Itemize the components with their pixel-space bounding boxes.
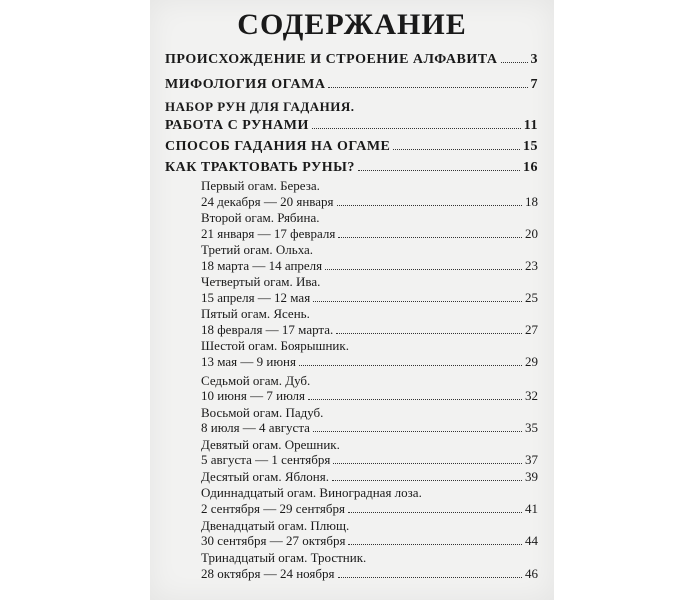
toc-page-number: 37 — [525, 452, 538, 467]
toc-ogam-dates: 13 мая — 9 июня — [201, 354, 296, 369]
leader-dots — [338, 565, 522, 578]
toc-section-divination-method — [165, 137, 538, 155]
toc-ogam-dates: 18 марта — 14 апреля — [201, 258, 323, 273]
toc-page-number: 25 — [525, 290, 538, 305]
toc-page-number: 15 — [523, 139, 538, 154]
toc-section-origin — [165, 50, 538, 68]
toc-ogam-dates: 18 февраля — 17 марта. — [201, 322, 334, 337]
toc-section-title: СПОСОБ ГАДАНИЯ НА ОГАМЕ — [165, 139, 391, 154]
toc-ogam-name: Восьмой огам. Падуб. — [201, 405, 324, 420]
toc-ogam-name: Второй огам. Рябина. — [201, 210, 320, 225]
leader-dots — [308, 387, 522, 400]
toc-page-number: 46 — [525, 566, 538, 581]
toc-ogam-entry — [201, 387, 538, 405]
toc-ogam-dates: 30 сентября — 27 октября — [201, 533, 346, 548]
toc-page-number: 20 — [525, 226, 538, 241]
toc-page-number: 7 — [530, 77, 538, 92]
leader-dots — [333, 451, 522, 464]
toc-ogam-name: Двенадцатый огам. Плющ. — [201, 518, 350, 533]
toc-ogam-name: Первый огам. Береза. — [201, 178, 320, 193]
toc-ogam-dates: 21 января — 17 февраля — [201, 226, 336, 241]
toc-ogam-name: Тринадцатый огам. Тростник. — [201, 550, 367, 565]
toc-page-number: 18 — [525, 194, 538, 209]
toc-section-title: МИФОЛОГИЯ ОГАМА — [165, 77, 326, 92]
toc-ogam-name: Третий огам. Ольха. — [201, 242, 314, 257]
toc-section-mythology — [165, 75, 538, 93]
toc-page-number: 23 — [525, 258, 538, 273]
toc-page-number: 29 — [525, 354, 538, 369]
toc-ogam-dates: 15 апреля — 12 мая — [201, 290, 311, 305]
leader-dots — [299, 353, 522, 366]
toc-page-number: 3 — [530, 52, 538, 67]
leader-dots — [337, 193, 522, 206]
toc-page-number: 41 — [525, 501, 538, 516]
leader-dots — [348, 532, 522, 545]
leader-dots — [336, 321, 522, 334]
toc-ogam-name: Четвертый огам. Ива. — [201, 274, 321, 289]
toc-ogam-dates: 10 июня — 7 июля — [201, 388, 305, 403]
toc-ogam-dates: 5 августа — 1 сентября — [201, 452, 331, 467]
toc-ogam-name: Девятый огам. Орешник. — [201, 437, 340, 452]
leader-dots — [348, 500, 522, 513]
leader-dots — [312, 116, 521, 129]
toc-page-number: 32 — [525, 388, 538, 403]
leader-dots — [393, 137, 520, 150]
toc-ogam-dates: 2 сентября — 29 сентября — [201, 501, 345, 516]
toc-ogam-name: Седьмой огам. Дуб. — [201, 373, 311, 388]
toc-ogam-dates: 8 июля — 4 августа — [201, 420, 310, 435]
toc-ogam-entry — [201, 565, 538, 583]
toc-section-interpretation — [165, 158, 538, 176]
toc-section-title-line2: РАБОТА С РУНАМИ — [165, 118, 309, 133]
toc-ogam-dates: 28 октября — 24 ноября — [201, 566, 335, 581]
leader-dots — [332, 468, 522, 481]
toc-section-title: НАБОР РУН ДЛЯ ГАДАНИЯ. — [165, 99, 355, 114]
toc-page-number: 44 — [525, 533, 538, 548]
leader-dots — [313, 289, 522, 302]
leader-dots — [325, 257, 522, 270]
toc-ogam-entry — [201, 532, 538, 550]
toc-page-number: 16 — [523, 160, 538, 175]
toc-ogam-entry — [201, 419, 538, 437]
toc-section-rune-set — [165, 116, 538, 134]
toc-page-number: 39 — [525, 469, 538, 484]
toc-section-title: КАК ТРАКТОВАТЬ РУНЫ? — [165, 160, 355, 175]
toc-ogam-entry — [201, 500, 538, 518]
leader-dots — [338, 225, 522, 238]
toc-ogam-dates: 24 декабря — 20 января — [201, 194, 334, 209]
toc-ogam-entry — [201, 353, 538, 371]
toc-page-number: 27 — [525, 322, 538, 337]
toc-page-number: 35 — [525, 420, 538, 435]
leader-dots — [358, 158, 520, 171]
toc-ogam-name: Пятый огам. Ясень. — [201, 306, 310, 321]
toc-ogam-name: Одиннадцатый огам. Виноградная лоза. — [201, 485, 422, 500]
leader-dots — [501, 50, 528, 63]
page-title: СОДЕРЖАНИЕ — [237, 8, 467, 41]
toc-ogam-name: Десятый огам. Яблоня. — [201, 469, 329, 484]
toc-ogam-name: Шестой огам. Боярышник. — [201, 338, 349, 353]
toc-section-title: ПРОИСХОЖДЕНИЕ И СТРОЕНИЕ АЛФАВИТА — [165, 52, 498, 67]
toc-page-number: 11 — [523, 118, 538, 133]
leader-dots — [313, 419, 522, 432]
leader-dots — [328, 75, 527, 88]
toc-ogam-entry — [201, 451, 538, 469]
